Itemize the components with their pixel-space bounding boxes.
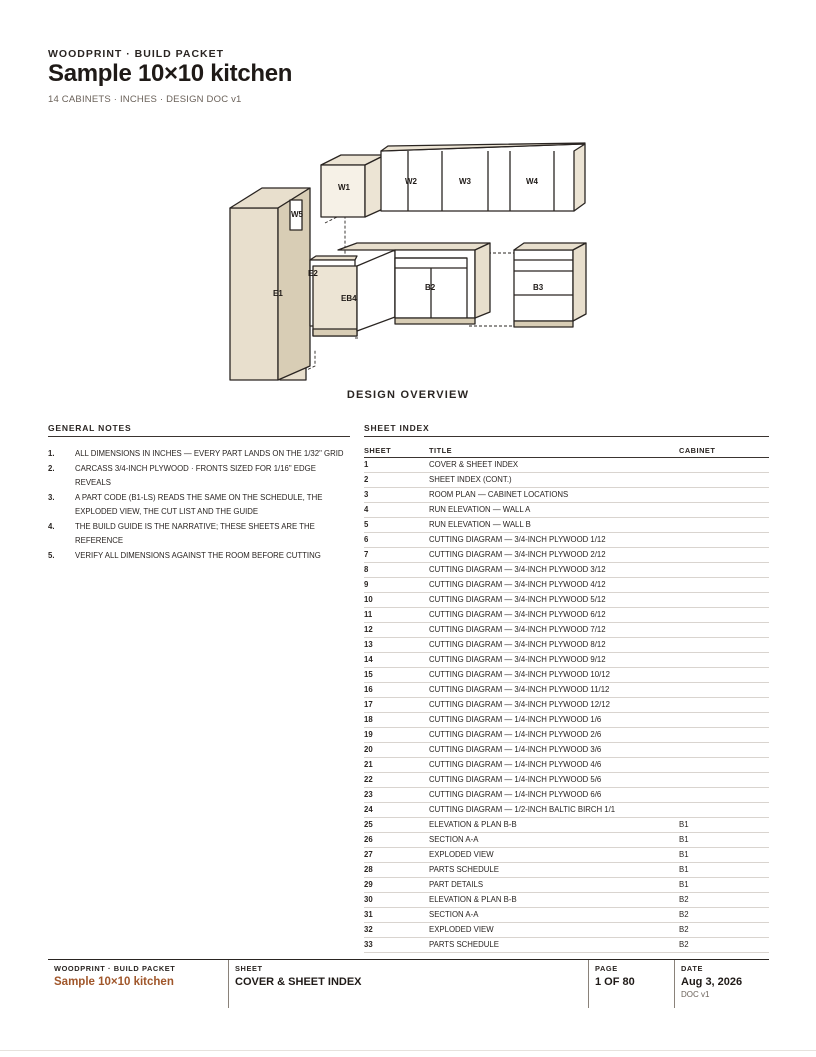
table-row — [364, 938, 769, 953]
table-row — [364, 683, 769, 698]
sheet-title-cell: RUN ELEVATION — WALL A — [429, 503, 679, 518]
table-row — [364, 593, 769, 608]
notes-list — [48, 447, 350, 563]
cabinet-cell: B1 — [679, 878, 769, 893]
sheet-number-cell: 29 — [364, 878, 429, 893]
sheet-number-cell: 7 — [364, 548, 429, 563]
sheet-title-cell: SECTION A-A — [429, 908, 679, 923]
sheet-number-cell: 33 — [364, 938, 429, 953]
sheet-number-cell: 15 — [364, 668, 429, 683]
sheet-title-cell: ELEVATION & PLAN B-B — [429, 818, 679, 833]
sheet-number-cell: 19 — [364, 728, 429, 743]
sheet-number-cell: 10 — [364, 593, 429, 608]
table-row — [364, 893, 769, 908]
sheet-title-cell: CUTTING DIAGRAM — 1/2-INCH BALTIC BIRCH 1/1 — [429, 803, 679, 818]
cabinet-label-w5: W5 — [291, 210, 303, 219]
sheet-title-cell: SECTION A-A — [429, 833, 679, 848]
date-value: Aug 3, 2026 — [681, 976, 743, 988]
cabinet-label-w3: W3 — [459, 177, 471, 186]
table-row — [364, 548, 769, 563]
sheet-title-cell: PARTS SCHEDULE — [429, 863, 679, 878]
title-block — [48, 959, 769, 1008]
sheet-label: SHEET — [235, 964, 263, 973]
sheet-number-cell: 27 — [364, 848, 429, 863]
table-row — [364, 803, 769, 818]
cabinet-cell — [679, 623, 769, 638]
sheet-number-cell: 2 — [364, 473, 429, 488]
sheet-number-cell: 1 — [364, 458, 429, 473]
design-overview-drawing — [220, 138, 600, 383]
cabinet-cell — [679, 803, 769, 818]
sheet-title: COVER & SHEET INDEX — [235, 976, 362, 988]
sheet-title-cell: SHEET INDEX (CONT.) — [429, 473, 679, 488]
cabinet-cell: B2 — [679, 893, 769, 908]
sheet-title-cell: PARTS SCHEDULE — [429, 938, 679, 953]
note-text: A PART CODE (B1-LS) READS THE SAME ON THE SCHEDULE, THE EXPLODED VIEW, THE CUT LIST AND THE GUIDE — [75, 492, 323, 516]
table-row — [364, 743, 769, 758]
table-row — [364, 923, 769, 938]
cabinet-cell — [679, 788, 769, 803]
cabinet-cell — [679, 698, 769, 713]
table-row — [364, 608, 769, 623]
note-item — [48, 520, 350, 549]
cabinet-cell: B1 — [679, 848, 769, 863]
sheet-title-cell: RUN ELEVATION — WALL B — [429, 518, 679, 533]
sheet-number-cell: 30 — [364, 893, 429, 908]
cabinet-cell — [679, 533, 769, 548]
table-row — [364, 533, 769, 548]
cabinet-cell: B2 — [679, 938, 769, 953]
column-header-title: TITLE — [429, 445, 679, 458]
table-row — [364, 488, 769, 503]
sheet-title-cell: CUTTING DIAGRAM — 3/4-INCH PLYWOOD 9/12 — [429, 653, 679, 668]
sheet-title-cell: CUTTING DIAGRAM — 1/4-INCH PLYWOOD 4/6 — [429, 758, 679, 773]
table-row — [364, 653, 769, 668]
note-number: 2. — [48, 463, 55, 473]
note-number: 3. — [48, 492, 55, 502]
table-row — [364, 503, 769, 518]
page-title: Sample 10×10 kitchen — [48, 60, 293, 87]
sheet-number-cell: 26 — [364, 833, 429, 848]
note-item — [48, 549, 350, 564]
cabinet-cell: B2 — [679, 923, 769, 938]
sheet-title-cell: CUTTING DIAGRAM — 3/4-INCH PLYWOOD 1/12 — [429, 533, 679, 548]
note-text: CARCASS 3/4-INCH PLYWOOD · FRONTS SIZED FOR 1/16" EDGE REVEALS — [75, 463, 316, 487]
cabinet-cell — [679, 473, 769, 488]
sheet-number-cell: 16 — [364, 683, 429, 698]
page-value: 1 OF 80 — [595, 976, 635, 988]
project-label: WOODPRINT · BUILD PACKET — [54, 964, 176, 973]
project-name: Sample 10×10 kitchen — [54, 976, 174, 988]
note-number: 5. — [48, 550, 55, 560]
note-text: ALL DIMENSIONS IN INCHES — EVERY PART LANDS ON THE 1/32" GRID — [75, 449, 344, 458]
sheet-title-cell: CUTTING DIAGRAM — 1/4-INCH PLYWOOD 3/6 — [429, 743, 679, 758]
table-row — [364, 698, 769, 713]
packet-kicker: WOODPRINT · BUILD PACKET — [48, 48, 225, 60]
sheet-number-cell: 3 — [364, 488, 429, 503]
table-row — [364, 713, 769, 728]
table-row — [364, 863, 769, 878]
table-row — [364, 908, 769, 923]
sheet-title-cell: ELEVATION & PLAN B-B — [429, 893, 679, 908]
cabinet-cell — [679, 668, 769, 683]
sheet-number-cell: 21 — [364, 758, 429, 773]
cabinet-cell — [679, 758, 769, 773]
cabinet-cell: B1 — [679, 833, 769, 848]
title-block-page — [588, 960, 674, 1008]
page-label: PAGE — [595, 964, 618, 973]
column-header-cabinet: CABINET — [679, 445, 769, 458]
cabinet-cell — [679, 458, 769, 473]
sheet-number-cell: 13 — [364, 638, 429, 653]
cabinet-label-eb4: EB4 — [341, 294, 357, 303]
sheet-title-cell: CUTTING DIAGRAM — 3/4-INCH PLYWOOD 10/12 — [429, 668, 679, 683]
cabinet-label-b3: B3 — [533, 283, 544, 292]
cabinet-cell — [679, 593, 769, 608]
sheet-title-cell: CUTTING DIAGRAM — 1/4-INCH PLYWOOD 1/6 — [429, 713, 679, 728]
page-bottom-rule — [0, 1050, 816, 1051]
sheet-number-cell: 8 — [364, 563, 429, 578]
cabinet-label-e2: E2 — [308, 269, 318, 278]
cabinet-cell — [679, 743, 769, 758]
table-row — [364, 878, 769, 893]
cabinet-cell — [679, 548, 769, 563]
table-row — [364, 518, 769, 533]
cabinet-cell — [679, 518, 769, 533]
title-block-date — [674, 960, 769, 1008]
note-number: 4. — [48, 521, 55, 531]
cabinet-cell — [679, 608, 769, 623]
note-item — [48, 462, 350, 491]
sheet-number-cell: 5 — [364, 518, 429, 533]
doc-version: DOC v1 — [681, 990, 710, 999]
note-number: 1. — [48, 449, 55, 458]
cabinet-cell: B1 — [679, 818, 769, 833]
sheet-index-table — [364, 445, 769, 953]
sheet-number-cell: 25 — [364, 818, 429, 833]
table-row — [364, 848, 769, 863]
sheet-number-cell: 24 — [364, 803, 429, 818]
cabinet-cell — [679, 503, 769, 518]
sheet-index — [364, 423, 769, 953]
cabinet-label-w4: W4 — [526, 177, 538, 186]
cabinet-label-w2: W2 — [405, 177, 417, 186]
sheet-index-header-row — [364, 445, 769, 458]
general-notes — [48, 423, 350, 563]
sheet-number-cell: 12 — [364, 623, 429, 638]
cabinet-label-w1: W1 — [338, 183, 350, 192]
cabinet-cell — [679, 638, 769, 653]
sheet-number-cell: 4 — [364, 503, 429, 518]
date-label: DATE — [681, 964, 703, 973]
note-text: THE BUILD GUIDE IS THE NARRATIVE; THESE SHEETS ARE THE REFERENCE — [75, 521, 315, 545]
table-row — [364, 788, 769, 803]
note-item — [48, 491, 350, 520]
cabinet-cell — [679, 563, 769, 578]
sheet-title-cell: CUTTING DIAGRAM — 3/4-INCH PLYWOOD 6/12 — [429, 608, 679, 623]
sheet-title-cell: CUTTING DIAGRAM — 3/4-INCH PLYWOOD 7/12 — [429, 623, 679, 638]
sheet-title-cell: EXPLODED VIEW — [429, 923, 679, 938]
note-text: VERIFY ALL DIMENSIONS AGAINST THE ROOM BEFORE CUTTING — [75, 550, 321, 560]
sheet-number-cell: 17 — [364, 698, 429, 713]
sheet-title-cell: ROOM PLAN — CABINET LOCATIONS — [429, 488, 679, 503]
cabinet-label-e1: E1 — [273, 289, 283, 298]
table-row — [364, 473, 769, 488]
table-row — [364, 728, 769, 743]
sheet-title-cell: CUTTING DIAGRAM — 1/4-INCH PLYWOOD 2/6 — [429, 728, 679, 743]
title-block-project — [48, 960, 228, 1008]
general-notes-heading: GENERAL NOTES — [48, 423, 350, 437]
sheet-number-cell: 20 — [364, 743, 429, 758]
table-row — [364, 638, 769, 653]
table-row — [364, 623, 769, 638]
sheet-number-cell: 31 — [364, 908, 429, 923]
sheet-title-cell: CUTTING DIAGRAM — 3/4-INCH PLYWOOD 5/12 — [429, 593, 679, 608]
cabinet-label-b2: B2 — [425, 283, 436, 292]
sheet-number-cell: 11 — [364, 608, 429, 623]
sheet-number-cell: 18 — [364, 713, 429, 728]
cabinet-cell — [679, 683, 769, 698]
sheet-title-cell: CUTTING DIAGRAM — 1/4-INCH PLYWOOD 5/6 — [429, 773, 679, 788]
table-row — [364, 668, 769, 683]
table-row — [364, 818, 769, 833]
sheet-title-cell: COVER & SHEET INDEX — [429, 458, 679, 473]
sheet-index-heading: SHEET INDEX — [364, 423, 769, 437]
sheet-title-cell: CUTTING DIAGRAM — 3/4-INCH PLYWOOD 2/12 — [429, 548, 679, 563]
sheet-number-cell: 32 — [364, 923, 429, 938]
cabinet-cell — [679, 578, 769, 593]
sheet-title-cell: CUTTING DIAGRAM — 3/4-INCH PLYWOOD 8/12 — [429, 638, 679, 653]
table-row — [364, 773, 769, 788]
cabinet-cell — [679, 488, 769, 503]
table-row — [364, 578, 769, 593]
sheet-number-cell: 28 — [364, 863, 429, 878]
column-header-sheet: SHEET — [364, 445, 429, 458]
table-row — [364, 458, 769, 473]
sheet-title-cell: CUTTING DIAGRAM — 1/4-INCH PLYWOOD 6/6 — [429, 788, 679, 803]
sheet-number-cell: 6 — [364, 533, 429, 548]
sheet-title-cell: CUTTING DIAGRAM — 3/4-INCH PLYWOOD 11/12 — [429, 683, 679, 698]
cabinet-cell: B2 — [679, 908, 769, 923]
figure-caption: DESIGN OVERVIEW — [346, 389, 470, 401]
cabinet-cell — [679, 713, 769, 728]
sheet-title-cell: EXPLODED VIEW — [429, 848, 679, 863]
table-row — [364, 833, 769, 848]
sheet-number-cell: 9 — [364, 578, 429, 593]
table-row — [364, 758, 769, 773]
sheet-title-cell: CUTTING DIAGRAM — 3/4-INCH PLYWOOD 12/12 — [429, 698, 679, 713]
sheet-number-cell: 23 — [364, 788, 429, 803]
cabinet-cell — [679, 773, 769, 788]
page-subtitle: 14 CABINETS · INCHES · DESIGN DOC v1 — [48, 94, 242, 105]
sheet-title-cell: CUTTING DIAGRAM — 3/4-INCH PLYWOOD 3/12 — [429, 563, 679, 578]
sheet-title-cell: CUTTING DIAGRAM — 3/4-INCH PLYWOOD 4/12 — [429, 578, 679, 593]
sheet-title-cell: PART DETAILS — [429, 878, 679, 893]
sheet-index-body — [364, 458, 769, 953]
sheet-number-cell: 14 — [364, 653, 429, 668]
title-block-sheet — [228, 960, 588, 1008]
cabinet-cell — [679, 728, 769, 743]
cabinet-cell: B1 — [679, 863, 769, 878]
cabinet-cell — [679, 653, 769, 668]
table-row — [364, 563, 769, 578]
sheet-number-cell: 22 — [364, 773, 429, 788]
note-item — [48, 447, 350, 462]
